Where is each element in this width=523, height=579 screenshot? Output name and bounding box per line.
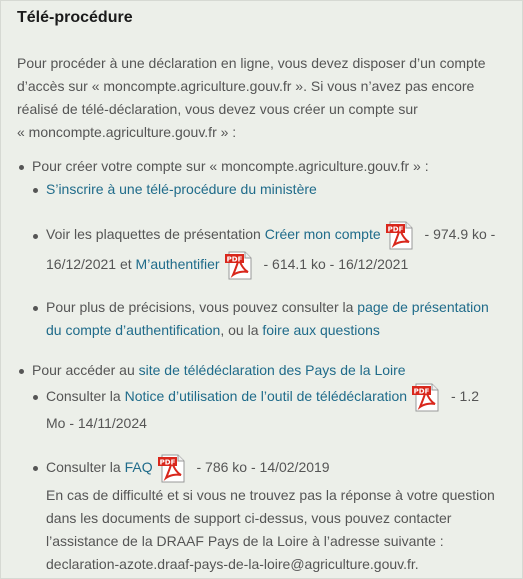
notice-item <box>46 381 479 412</box>
list-bullet <box>33 466 38 471</box>
plaquettes-item-cont <box>46 249 408 280</box>
precisions-item <box>46 299 489 315</box>
section1-heading: Pour créer votre compte sur « moncompte.agriculture.gouv.fr » : <box>32 158 429 174</box>
faq-meta: - 786 ko - 14/02/2019 <box>196 459 330 475</box>
creer-compte-link[interactable]: Créer mon compte <box>264 226 381 242</box>
plaquettes-item <box>46 219 495 250</box>
list-bullet <box>19 369 24 374</box>
et-text: et <box>119 256 132 272</box>
intro-line: Pour procéder à une déclaration en ligne, vous devez disposer d’un compte <box>17 55 486 71</box>
section2-prefix: Pour accéder au <box>32 362 135 378</box>
precisions-prefix: Pour plus de précisions, vous pouvez consulter la <box>46 299 354 315</box>
faq-item <box>46 452 330 483</box>
creer-compte-date: 16/12/2021 <box>46 256 117 272</box>
inscription-item <box>46 181 317 197</box>
pdf-icon[interactable] <box>157 453 189 483</box>
help-line: l’assistance de la DRAAF Pays de la Loire à l’adresse suivante : <box>46 533 444 549</box>
creer-compte-meta: - 974.9 ko - <box>424 226 496 242</box>
ou-la-text: , ou la <box>220 322 259 338</box>
svg-text:PDF: PDF <box>159 458 175 467</box>
intro-line: réalisé de télé-déclaration, vous devez vous créer un compte sur <box>17 101 418 117</box>
svg-text:PDF: PDF <box>226 255 242 264</box>
notice-prefix: Consulter la <box>46 388 121 404</box>
section2-heading <box>32 362 406 378</box>
svg-text:PDF: PDF <box>387 225 404 234</box>
intro-line: « moncompte.agriculture.gouv.fr » : <box>17 124 237 140</box>
help-line: En cas de difficulté et si vous ne trouvez pas la réponse à votre question <box>46 487 495 503</box>
help-line: dans les documents de support ci-dessus, vous pouvez contacter <box>46 510 452 526</box>
svg-text:PDF: PDF <box>413 387 430 396</box>
foire-questions-link[interactable]: foire aux questions <box>262 322 380 338</box>
precisions-item-cont <box>46 322 380 338</box>
intro-line: d’accès sur « moncompte.agriculture.gouv.fr ». Si vous n’avez pas encore <box>17 78 475 94</box>
faq-prefix: Consulter la <box>46 459 121 475</box>
list-bullet <box>33 306 38 311</box>
page-presentation-link-cont[interactable]: du compte d’authentification <box>46 322 221 338</box>
list-bullet <box>33 234 38 239</box>
notice-meta-line: Mo - 14/11/2024 <box>46 415 147 431</box>
help-line: declaration-azote.draaf-pays-de-la-loire@agriculture.gouv.fr. <box>46 556 419 572</box>
list-bullet <box>33 188 38 193</box>
faq-link[interactable]: FAQ <box>124 459 153 475</box>
page-presentation-link[interactable]: page de présentation <box>357 299 489 315</box>
pdf-icon[interactable] <box>224 250 256 280</box>
pdf-icon[interactable] <box>385 220 417 250</box>
authentifier-meta: - 614.1 ko - 16/12/2021 <box>263 256 409 272</box>
notice-meta: - 1.2 <box>451 388 480 404</box>
page-title: Télé-procédure <box>17 9 133 26</box>
site-teledeclaration-link[interactable]: site de télédéclaration des Pays de la Loire <box>138 362 406 378</box>
list-bullet <box>19 165 24 170</box>
pdf-icon[interactable] <box>411 382 443 412</box>
authentifier-link[interactable]: M’authentifier <box>135 256 220 272</box>
list-bullet <box>33 395 38 400</box>
notice-link[interactable]: Notice d’utilisation de l’outil de télédéclaration <box>124 388 408 404</box>
plaquettes-prefix: Voir les plaquettes de présentation <box>46 226 261 242</box>
intro-text <box>17 52 517 144</box>
inscription-link[interactable]: S’inscrire à une télé-procédure du ministère <box>46 181 317 197</box>
